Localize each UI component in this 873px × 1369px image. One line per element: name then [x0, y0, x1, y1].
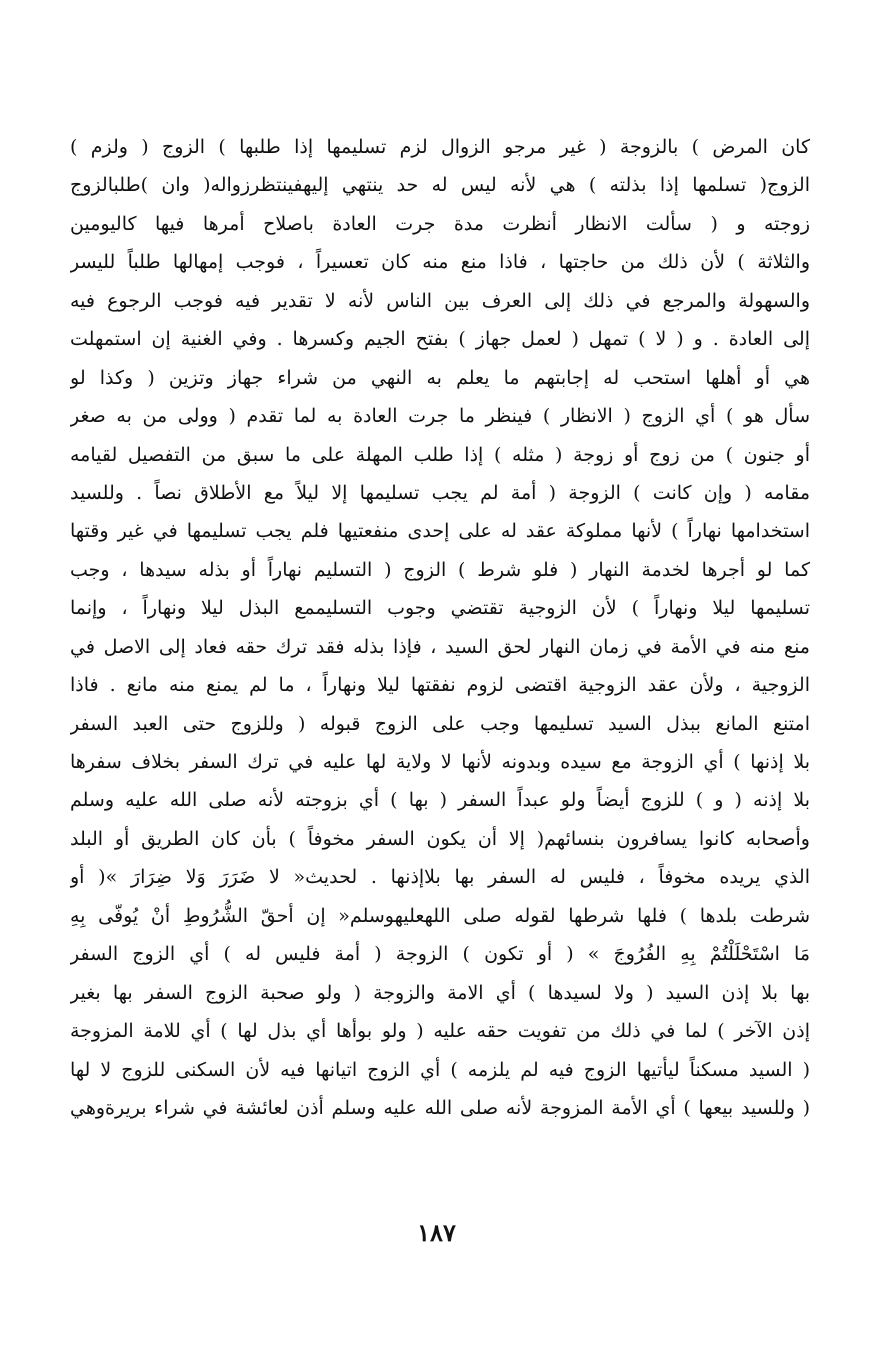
text-line: بلا إذنه ( و ) للزوج أيضاً ولو عبداً السفر ( بها ) أي بزوجته لأنه صلى الله عليه وسلم: [70, 789, 810, 812]
text-line: سأل هو ) أي الزوج ( الانظار ) فينظر ما جرت العادة به لما تقدم ( وولى من به صغر: [70, 405, 810, 428]
text-line: الزوجية ، ولأن عقد الزوجية اقتضى لزوم نفقتها ليلا ونهاراً ، ما لم يمنع منه مانع . فاذا: [70, 674, 810, 697]
text-line: كان المرض ) بالزوجة ( غير مرجو الزوال لزم تسليمها إذا طلبها ) الزوج ( ولزم ): [70, 136, 810, 158]
text-line: أو جنون ) من زوج أو زوجة ( مثله ) إذا طلب المهلة على ما سبق من التفصيل لقيامه: [70, 443, 810, 466]
text-line: بها بلا إذن السيد ( ولا لسيدها ) أي الامة والزوجة ( ولو صحبة الزوج السفر بها بغير: [70, 981, 810, 1004]
text-line: الزوج( تسلمها إذا بذلته ) هي لأنه ليس له حد ينتهي إليهفينتظرزواله( وان )طلبالزوج: [70, 174, 810, 197]
text-line: ( السيد مسكناً ليأتيها الزوج فيه لم يلزمه ) أي الزوج اتيانها فيه لأن السكنى للزوج لا لها: [70, 1058, 810, 1081]
text-line: وأصحابه كانوا يسافرون بنسائهم( إلا أن يكون السفر مخوفاً ) بأن كان الطريق أو البلد: [70, 827, 810, 850]
text-line: تسليمها ليلا ونهاراً ) لأن الزوجية تقتضي وجوب التسليممع البذل ليلا ونهاراً ، وإنما: [70, 597, 810, 620]
text-line: مقامه ( وإن كانت ) الزوجة ( أمة لم يجب تسليمها إلا ليلاً مع الأطلاق نصاً . وللسيد: [70, 481, 810, 504]
text-line: إلى العادة . و ( لا ) تمهل ( لعمل جهاز ) بفتح الجيم وكسرها . وفي الغنية إن استمهلت: [70, 328, 810, 351]
page-number: ١٨٧: [417, 1218, 456, 1247]
text-line: شرطت بلدها ) فلها شرطها لقوله صلى اللهعليهوسلم« إن أحقّ الشُّرُوطِ أنْ يُوفّى بِهِ: [70, 904, 810, 927]
text-line: إذن الآخر ) لما في ذلك من تفويت حقه عليه ( ولو بوأها أي بذل لها ) أي للامة المزوجة: [70, 1020, 810, 1043]
text-line: ( وللسيد بيعها ) أي الأمة المزوجة لأنه صلى الله عليه وسلم أذن لعائشة في شراء بريرةوهي: [70, 1096, 810, 1119]
text-line: امتنع المانع ببذل السيد تسليمها وجب على الزوج قبوله ( وللزوج حتى العبد السفر: [70, 712, 810, 735]
text-line: كما لو أجرها لخدمة النهار ( فلو شرط ) الزوج ( التسليم نهاراً أو بذله سيدها ، وجب: [70, 558, 810, 581]
text-line: هي أو أهلها استحب له إجابتهم ما يعلم به النهي من شراء جهاز وتزين ( وكذا لو: [70, 366, 810, 389]
text-line: مَا اسْتَحْلَلْتُمْ بِهِ الفُرُوجَ » ( أو تكون ) الزوجة ( أمة فليس له ) أي الزوج السفر: [70, 943, 810, 966]
text-line: استخدامها نهاراً ) لأنها مملوكة عقد له على إحدى منفعتيها فلم يجب تسليمها في غير وقتها: [70, 520, 810, 543]
text-line: والثلاثة ) لأن ذلك من حاجتها ، فاذا منع منه كان تعسيراً ، فوجب إمهالها طلباً لليسر: [70, 251, 810, 274]
text-line: زوجته و ( سألت الانظار أنظرت مدة جرت العادة باصلاح أمرها فيها كاليومين: [70, 212, 810, 235]
text-line: بلا إذنها ) أي الزوجة مع سيده وبدونه لأنها لا ولاية لها عليه في ترك السفر بخلاف سفرها: [70, 751, 810, 773]
text-line: والسهولة والمرجع في ذلك إلى العرف بين الناس لأنه لا تقدير فيه فوجب الرجوع فيه: [70, 289, 810, 312]
body-text: [70, 128, 810, 1127]
text-line: الذي يريده مخوفاً ، فليس له السفر بها بلاإذنها . لحديث« لا ضَرَرَ وَلا ضِرَارَ »( أو: [70, 866, 810, 889]
text-line: منع منه في الأمة في زمان النهار لحق السيد ، فإذا بذله فقد ترك حقه فعاد إلى الاصل في: [70, 635, 810, 658]
